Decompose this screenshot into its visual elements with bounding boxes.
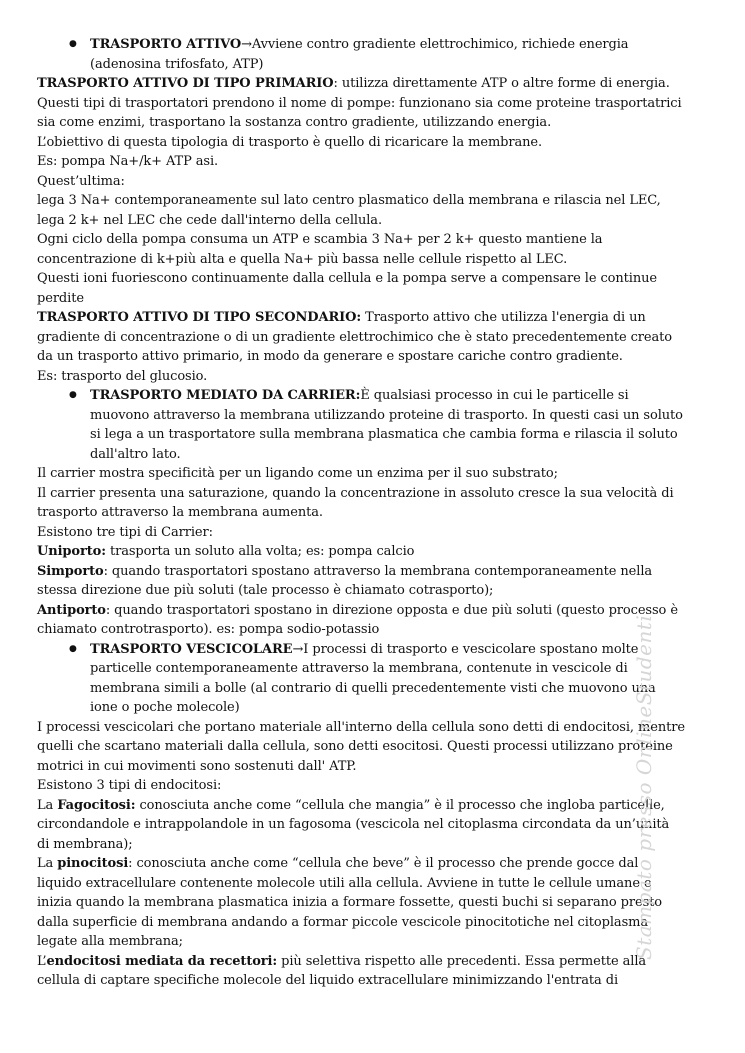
body-text: I processi vescicolari che portano materiale all'interno della cellula sono detti di endocitosi, mentre quelli che scartano materiali dalla cellula, sono detti esocitosi. Questi processi utilizzano proteine motrici in cui movimenti sono sostenuti dall' ATP. bbox=[37, 719, 685, 774]
bold-term: Antiporto bbox=[37, 602, 106, 618]
text-prefix: L’ bbox=[37, 953, 47, 969]
paragraph bbox=[37, 152, 685, 172]
body-text: Trasporto attivo che utilizza l'energia di un gradiente di concentrazione o di un gradiente elettrochimico che è stato precedentemente creato da un trasporto attivo primario, in modo da generare e spostare cariche contro gradiente. bbox=[37, 310, 673, 364]
body-text: trasporta un soluto alla volta; es: pompa calcio bbox=[105, 544, 415, 559]
paragraph bbox=[37, 718, 685, 777]
paragraph bbox=[37, 484, 685, 523]
paragraph bbox=[37, 952, 685, 991]
paragraph bbox=[37, 523, 685, 543]
bold-term: pinocitosi bbox=[57, 856, 129, 871]
bold-term: TRASPORTO ATTIVO bbox=[90, 37, 242, 52]
body-text: L’obiettivo di questa tipologia di trasporto è quello di ricaricare la membrane. bbox=[37, 134, 543, 150]
body-text: Ogni ciclo della pompa consuma un ATP e scambia 3 Na+ per 2 k+ questo mantiene la concentrazione di k+più alta e quella Na+ più bassa nelle cellule rispetto al LEC. bbox=[37, 232, 603, 267]
body-text: Es: pompa Na+/k+ ATP asi. bbox=[37, 154, 219, 169]
paragraph bbox=[37, 191, 685, 230]
body-text: lega 3 Na+ contemporaneamente sul lato centro plasmatico della membrana e rilascia nel LEC, lega 2 k+ nel LEC che cede dall'interno della cellula. bbox=[37, 193, 661, 228]
body-text: conosciuta anche come “cellula che mangia” è il processo che ingloba particelle, circondandole e intrappolandole in un fagosoma (vescicola nel citoplasma circondata da un’unità di membrana); bbox=[37, 797, 670, 852]
body-text: : conosciuta anche come “cellula che beve” è il processo che prende gocce dal liquido extracellulare contenente molecole utili alla cellula. Avviene in tutte le cellule umane e inizia quando la membrana plasmatica inizia a formare fossette, questi buchi si separano presto dalla superficie di membrana andando a formar piccole vescicole pinocitotiche nel citoplasma legate alla membrana; bbox=[37, 856, 662, 949]
paragraph bbox=[37, 464, 685, 484]
body-text: Questi ioni fuoriescono continuamente dalla cellula e la pompa serve a compensare le continue perdite bbox=[37, 271, 657, 306]
text-prefix: La bbox=[37, 856, 58, 871]
bold-term: TRASPORTO MEDIATO DA CARRIER: bbox=[90, 388, 361, 403]
paragraph bbox=[37, 542, 685, 562]
body-text: →Avviene contro gradiente elettrochimico, richiede energia (adenosina trifosfato, ATP) bbox=[90, 37, 629, 72]
body-text: →I processi di trasporto e vescicolare spostano molte particelle contemporaneamente attraverso la membrana, contenute in vescicole di membrana simili a bolle (al contrario di quelli precedentemente visti che muovono una ione o poche molecole) bbox=[90, 641, 656, 715]
bullet-item bbox=[37, 35, 685, 74]
body-text: : quando trasportatori spostano in direzione opposta e due più soluti (questo processo è chiamato controtrasporto). es: pompa sodio-potassio bbox=[37, 602, 678, 637]
paragraph bbox=[37, 133, 685, 153]
body-text: Il carrier mostra specificità per un ligando come un enzima per il suo substrato; bbox=[37, 466, 558, 481]
paragraph bbox=[37, 172, 685, 192]
watermark: Stampato presso OnlineStudenti bbox=[632, 614, 656, 960]
paragraph bbox=[37, 776, 685, 796]
bold-term: TRASPORTO ATTIVO DI TIPO PRIMARIO bbox=[37, 76, 334, 91]
paragraph bbox=[37, 94, 685, 133]
paragraph bbox=[37, 367, 685, 387]
paragraph bbox=[37, 601, 685, 640]
body-text: È qualsiasi processo in cui le particelle si muovono attraverso la membrana utilizzando proteine di trasporto. In questi casi un soluto si lega a un trasportatore sulla membrana plasmatica che cambia forma e rilascia il soluto dall'altro lato. bbox=[90, 388, 683, 462]
paragraph bbox=[37, 269, 685, 308]
bold-term: endocitosi mediata da recettori: bbox=[46, 953, 278, 969]
body-text: Il carrier presenta una saturazione, quando la concentrazione in assoluto cresce la sua velocità di trasporto attraverso la membrana aumenta. bbox=[37, 485, 674, 520]
paragraph bbox=[37, 308, 685, 367]
body-text: Esistono 3 tipi di endocitosi: bbox=[37, 778, 222, 793]
body-text: Quest’ultima: bbox=[37, 173, 125, 189]
bold-term: TRASPORTO VESCICOLARE bbox=[90, 641, 293, 657]
bold-term: Fagocitosi: bbox=[57, 797, 136, 813]
body-text: : utilizza direttamente ATP o altre forme di energia. bbox=[333, 76, 670, 91]
bold-term: Uniporto: bbox=[37, 544, 106, 559]
paragraph bbox=[37, 796, 685, 855]
paragraph bbox=[37, 74, 685, 94]
bold-term: Simporto bbox=[37, 563, 104, 579]
body-text: : quando trasportatori spostano attraverso la membrana contemporaneamente nella stessa direzione due più soluti (tale processo è chiamato cotrasporto); bbox=[37, 563, 653, 598]
text-prefix: La bbox=[37, 797, 58, 813]
paragraph bbox=[37, 562, 685, 601]
body-text: Esistono tre tipi di Carrier: bbox=[37, 524, 213, 540]
bold-term: TRASPORTO ATTIVO DI TIPO SECONDARIO: bbox=[37, 310, 362, 325]
body-text: Questi tipi di trasportatori prendono il nome di pompe: funzionano sia come proteine trasportatrici sia come enzimi, trasportano la sostanza contro gradiente, utilizzando energia. bbox=[37, 95, 682, 130]
paragraph bbox=[37, 854, 685, 952]
body-text: Es: trasporto del glucosio. bbox=[37, 368, 208, 384]
body-text: più selettiva rispetto alle precedenti. Essa permette alla cellula di captare specifiche molecole del liquido extracellulare minimizzando l'entrata di bbox=[37, 953, 647, 988]
bullet-item bbox=[37, 640, 685, 718]
paragraph bbox=[37, 230, 685, 269]
bullet-item bbox=[37, 386, 685, 464]
document-page bbox=[37, 35, 685, 991]
